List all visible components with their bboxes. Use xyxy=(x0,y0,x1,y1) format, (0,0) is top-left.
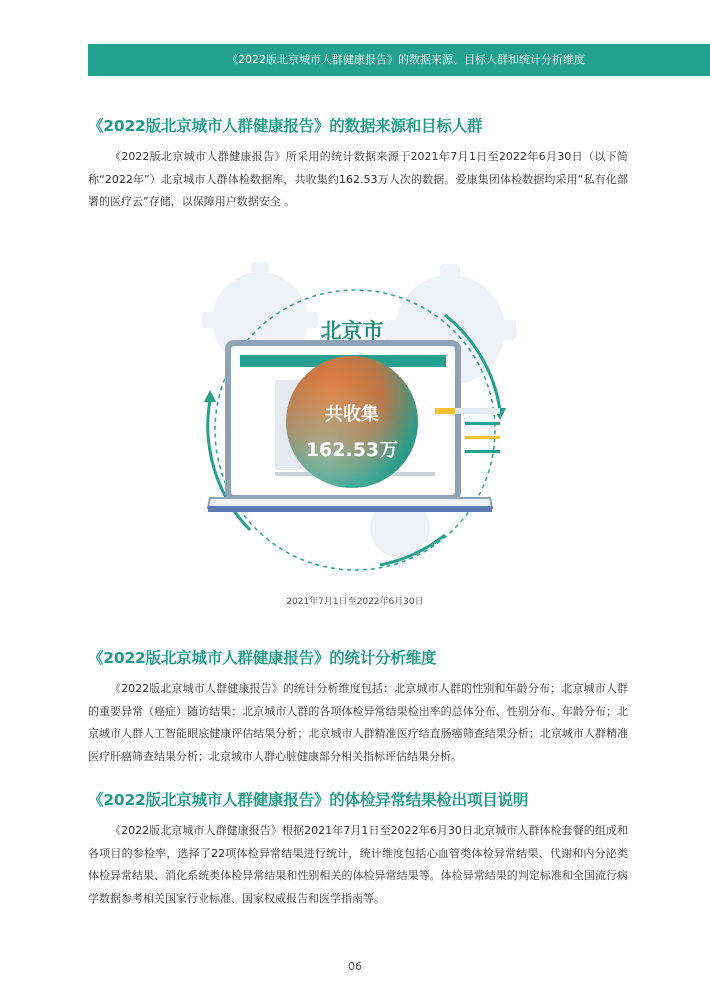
paragraph-abnormal-results: 《2022版北京城市人群健康报告》根据2021年7月1日至2022年6月30日北京城市人群体检套餐的组成和各项目的参检率，选择了22项体检异常结果进行统计，统计维度包括心血管类体检异常结果、代谢和内分泌类体检异常结果、消化系统类体检异常结果和性别相关的体检异常结果等。体检异常结果的判定标准和全国流行病学数据参考相关国家行业标准、国家权威报告和医学指南等。 xyxy=(88,824,628,905)
section-title-analysis-dimensions: 《2022版北京城市人群健康报告》的统计分析维度 xyxy=(88,649,437,667)
collect-value: 162.53万 xyxy=(305,439,399,461)
section-title-abnormal-results: 《2022版北京城市人群健康报告》的体检异常结果检出项目说明 xyxy=(88,791,529,809)
data-collection-illustration xyxy=(180,260,530,590)
city-label: 北京市 xyxy=(320,319,384,343)
arrow-head-left xyxy=(204,390,216,402)
illustration-caption: 2021年7月1日至2022年6月30日 xyxy=(286,597,424,607)
collect-label: 共收集 xyxy=(325,404,379,425)
header-bar xyxy=(88,44,710,76)
section-title-data-source: 《2022版北京城市人群健康报告》的数据来源和目标人群 xyxy=(88,117,483,135)
paragraph-analysis-dimensions: 《2022版北京城市人群健康报告》的统计分析维度包括：北京城市人群的性别和年龄分布；北京城市人群的重要异常（癌症）随访结果；北京城市人群的各项体检异常结果检出率的总体分布、性别分布、年龄分布；北京城市人群人工智能眼底健康评估结果分析；北京城市人群精准医疗结直肠癌筛查结果分析；北京城市人群精准医疗肝癌筛查结果分析；北京城市人群心脏健康部分相关指标评估结果分析。 xyxy=(88,682,628,763)
header-title: 《2022版北京城市人群健康报告》的数据来源、目标人群和统计分析维度 xyxy=(227,53,585,66)
page-number: 06 xyxy=(348,960,362,973)
paragraph-data-source: 《2022版北京城市人群健康报告》所采用的统计数据来源于2021年7月1日至2022年6月30日（以下简称“2022年”）北京城市人群体检数据库，共收集约162.53万人次的数据。爱康集团体检数据均采用“私有化部署的医疗云”存储，以保障用户数据安全 。 xyxy=(88,150,628,208)
